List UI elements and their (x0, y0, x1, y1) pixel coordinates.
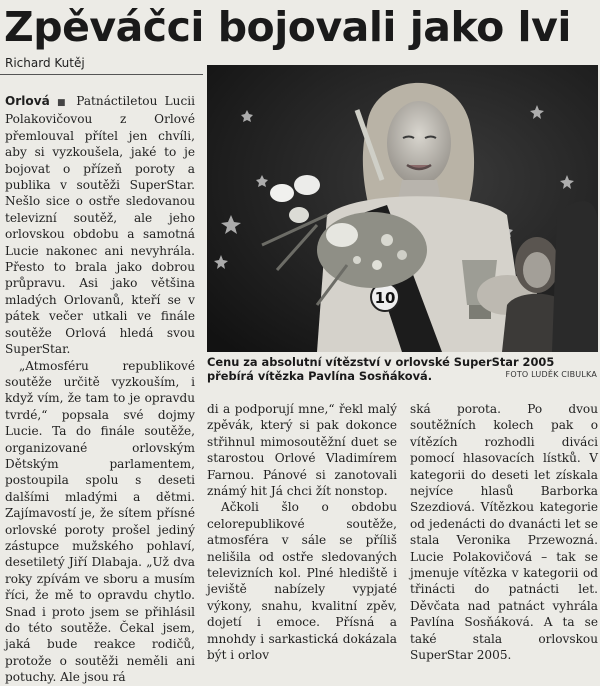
paragraph-1 (5, 93, 195, 358)
paragraph-2-start: „Atmosféru republikové soutěže určitě vyzkouším, i když vím, že tam to je opravdu tvrdé,“ popsala své dojmy Lucie. Ta do finále soutěže, organizované orlovským Dětským parlamentem, postoupila spolu s deseti dalšími mladými a dětmi. Zajímavostí je, že sítem přísné orlovské poroty prošel jediný zástupce mužského pohlaví, desetiletý Jiří Dlabaja. „Už dva roky zpívám ve sboru a musím říci, že mě to opravdu chytlo. Snad i proto jsem se přihlásil do této soutěže. Čekal jsem, jaká bude reakce rodičů, protože o soutěži neměli ani potuchy. Ale jsou rá (5, 358, 195, 685)
photo-caption: Cenu za absolutní vítězství v orlovské SuperStar 2005 přebírá vítězka Pavlína Sosňáková. (207, 355, 555, 383)
article-column-2 (207, 401, 397, 664)
winner-photo (207, 65, 598, 352)
bullet-icon: ■ (57, 98, 69, 108)
sash-number: 10 (374, 289, 396, 307)
paragraph-3: Ačkoli šlo o obdobu celorepublikové soutěže, atmosféra v sále se příliš nelišila od ostře sledovaných televizních kol. Plné hlediště i jeviště nabízely vypjaté výkony, snahu, kvalitní zpěv, dojetí i emoce. Přísná a mnohdy i sarkastická dokázala být i orlov (207, 500, 397, 663)
article-column-1 (5, 93, 195, 686)
paragraph-2-end: di a podporují mne,“ řekl malý zpěvák, který si pak dokonce střihnul mimosoutěžní duet se starostou Orlové Vladimírem Farnou. Pánové si zanotovali známý hit Já chci žít nonstop. (207, 402, 397, 499)
paragraph-3-end: ská porota. Po dvou soutěžních kolech pak o vítězích rozhodli diváci pomocí hlasovacích lístků. V kategorii do deseti let získala nejvíce hlasů Barborka Szezdiová. Vítězkou kategorie od jedenácti do dvanácti let se stala Veronika Przewozná. Lucie Polakovičová – tak se jmenuje vítězka v kategorii od třinácti do patnácti let. Děvčata nad patnáct vyhrála Pavlína Sosňáková. A ta se také stala orlovskou SuperStar 2005. (410, 402, 598, 663)
byline-rule (0, 74, 203, 75)
byline: Richard Kutěj (5, 56, 85, 70)
article-column-3 (410, 401, 598, 664)
dateline: Orlová (5, 94, 50, 108)
headline: Zpěváčci bojovali jako lvi (4, 3, 571, 51)
paragraph-1-text: Patnáctiletou Lucii Polakovičovou z Orlové přemlouval přítel jen chvíli, aby si vyzkoušela, jaké to je bojovat o přízeň poroty a publika v soutěži SuperStar. Nešlo sice o ostře sledovanou televizní soutěž, ale jeho orlovskou obdobu a samotná Lucie nakonec ani nevyhrála. Přesto to brala jako dobrou průpravu. Asi jako většina mladých Orlovanů, kteří se v pátek večer utkali ve finále soutěže Orlová hledá svou SuperStar. (5, 94, 195, 357)
photo-credit: FOTO LUDĚK CIBULKA (505, 370, 597, 379)
